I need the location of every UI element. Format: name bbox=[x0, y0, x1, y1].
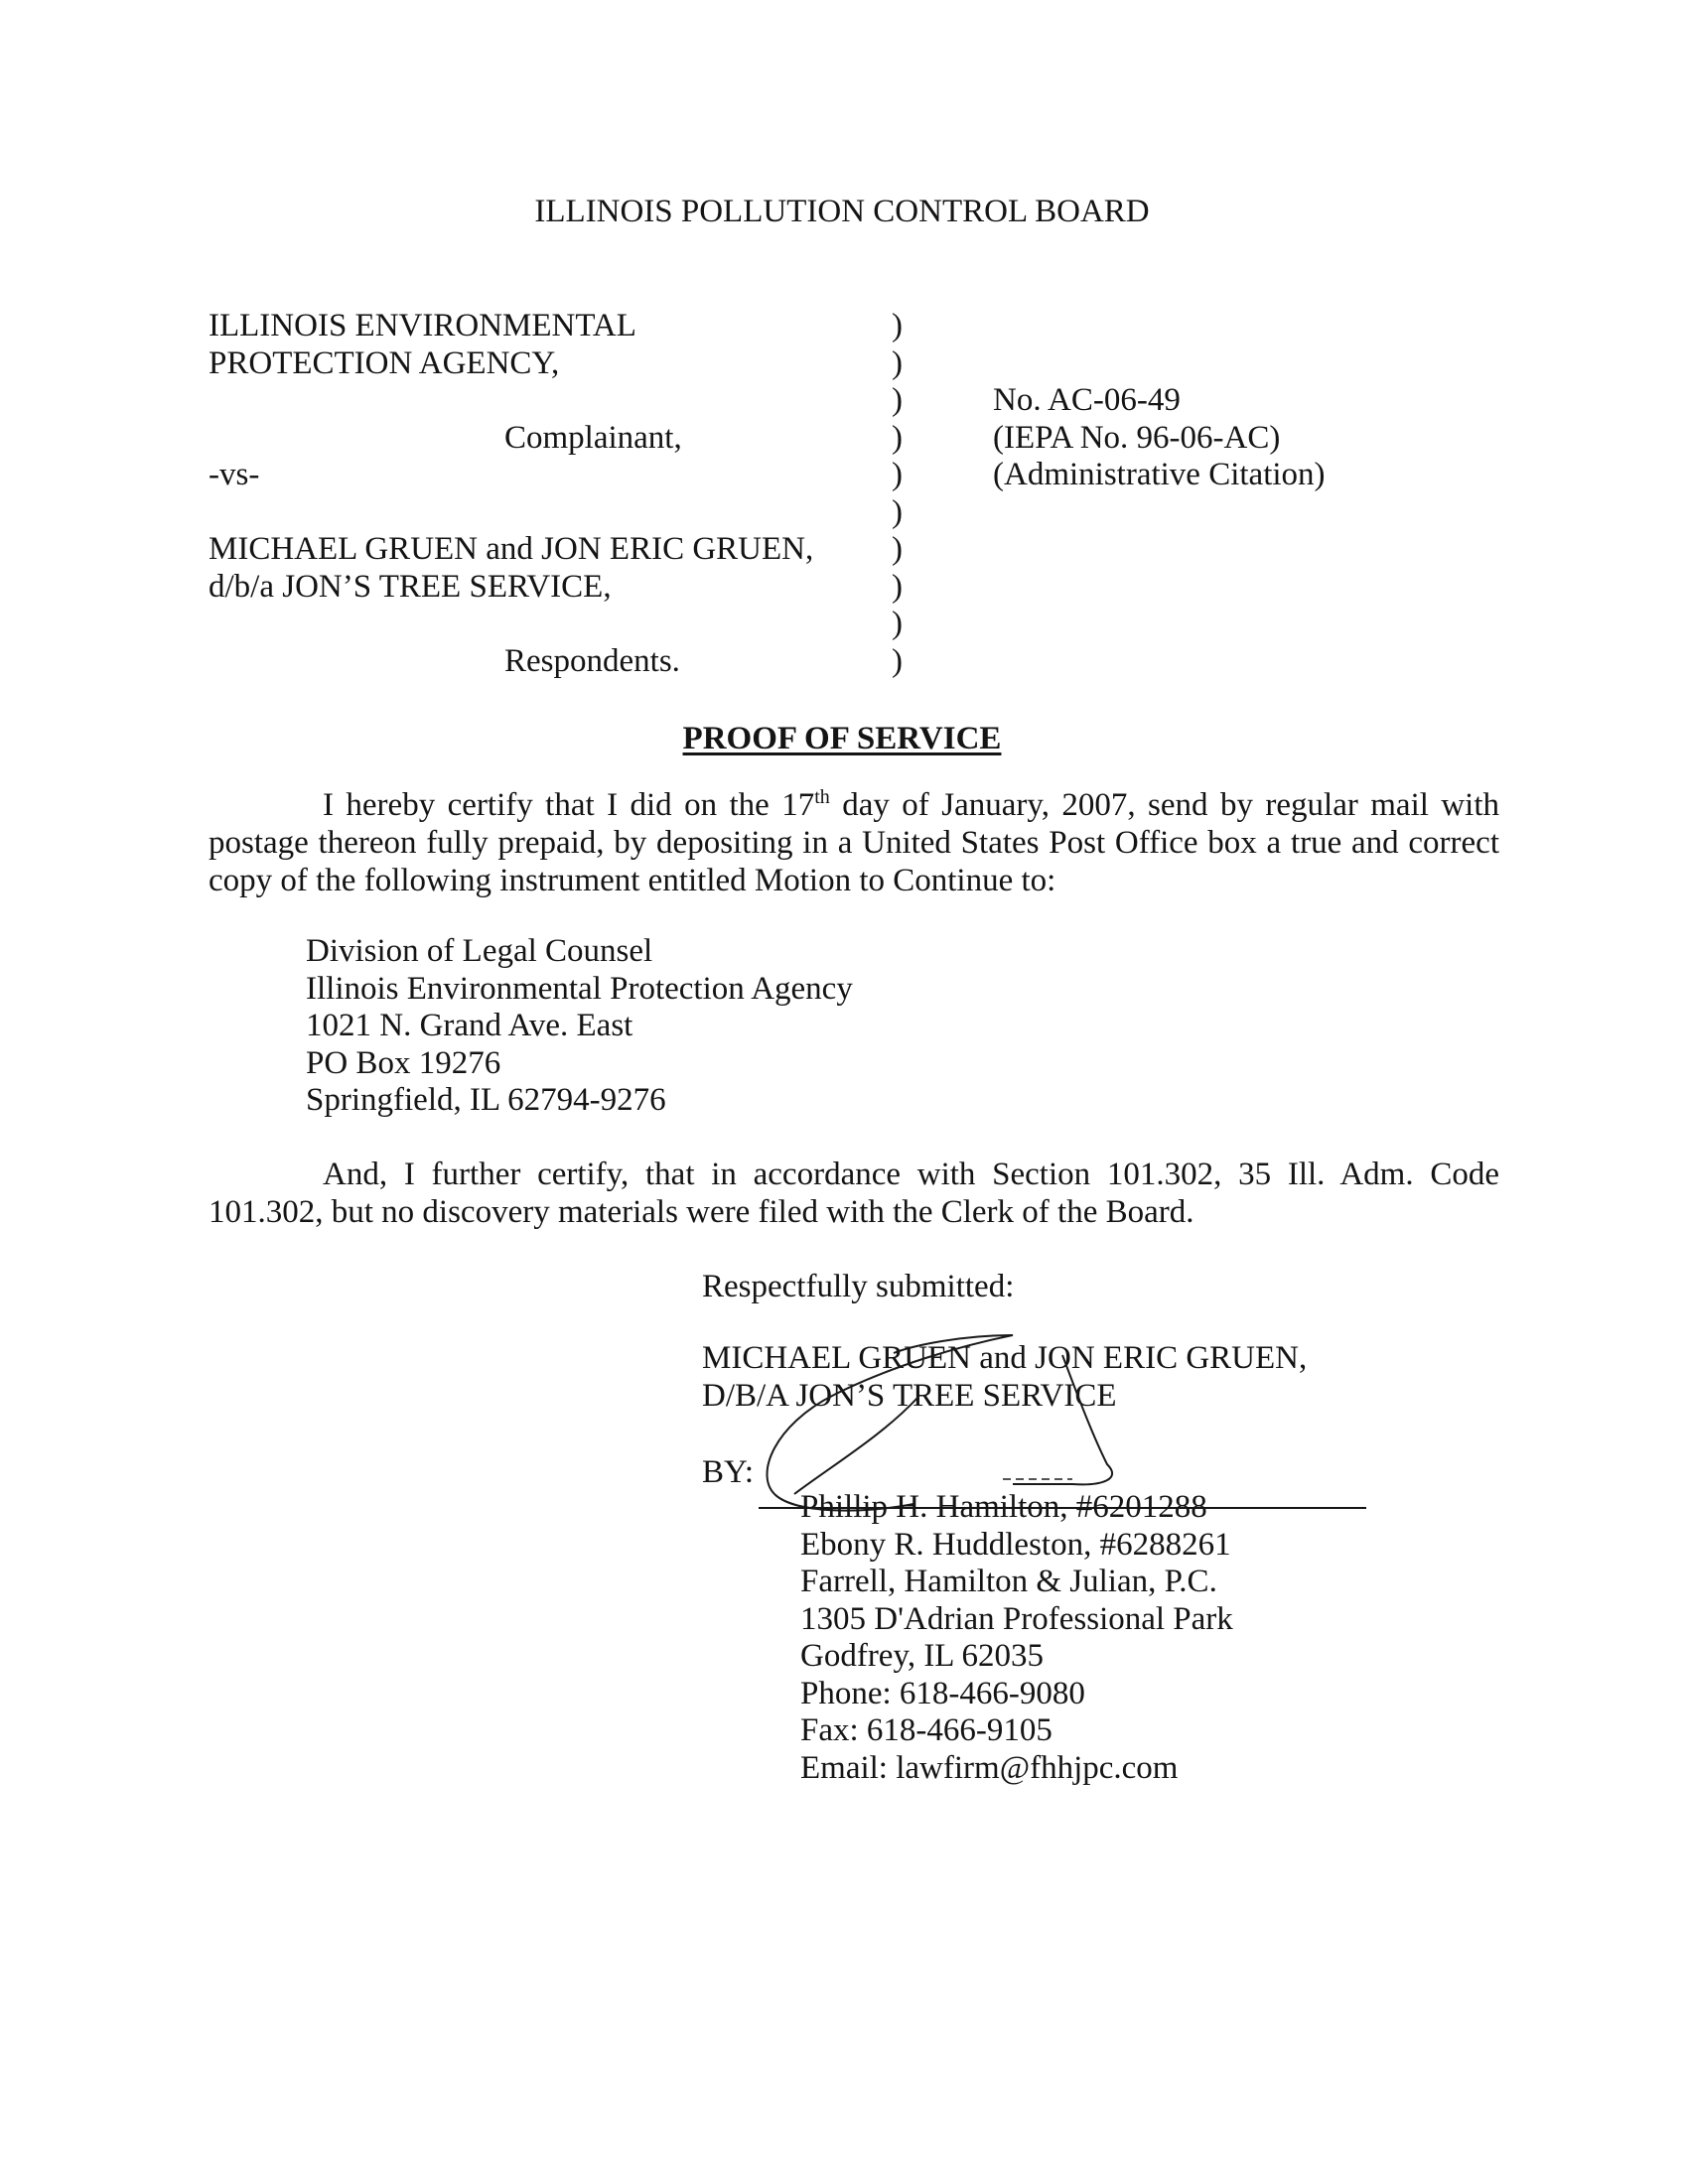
service-address bbox=[306, 933, 853, 1120]
paren: ) bbox=[892, 308, 903, 343]
paren: ) bbox=[892, 642, 903, 679]
attorney-line: Fax: 618-466-9105 bbox=[800, 1712, 1052, 1748]
caption-parentheses bbox=[892, 308, 903, 680]
respondent-name-line1: MICHAEL GRUEN and JON ERIC GRUEN, bbox=[209, 531, 814, 567]
case-number: No. AC-06-49 bbox=[993, 382, 1181, 418]
certify-line-2: postage thereon fully prepaid, by depositing in a United States Post Office box a true and correct bbox=[209, 825, 1499, 861]
complainant-name-line1: ILLINOIS ENVIRONMENTAL bbox=[209, 308, 636, 343]
respondent-name-line2: d/b/a JON’S TREE SERVICE, bbox=[209, 568, 612, 605]
case-info bbox=[993, 382, 1326, 494]
attorney-line: Phone: 618-466-9080 bbox=[800, 1675, 1085, 1711]
certify-line-3: copy of the following instrument entitled Motion to Continue to: bbox=[209, 863, 1056, 898]
attorney-block bbox=[800, 1489, 1233, 1787]
attorney-line: Godfrey, IL 62035 bbox=[800, 1638, 1044, 1674]
certify-line-1: I hereby certify that I did on the 17th day of January, 2007, send by regular mail with bbox=[323, 786, 1500, 823]
board-heading: ILLINOIS POLLUTION CONTROL BOARD bbox=[534, 194, 1150, 229]
further-line-1: And, I further certify, that in accordance with Section 101.302, 35 Ill. Adm. Code bbox=[323, 1157, 1499, 1192]
respondent-role: Respondents. bbox=[504, 642, 680, 679]
closing-text: Respectfully submitted: bbox=[702, 1269, 1015, 1304]
address-line: Springfield, IL 62794-9276 bbox=[306, 1082, 666, 1118]
address-line: Division of Legal Counsel bbox=[306, 933, 653, 969]
attorney-line: Phillip H. Hamilton, #6201288 bbox=[800, 1489, 1207, 1525]
paren: ) bbox=[892, 568, 903, 605]
attorney-line: Farrell, Hamilton & Julian, P.C. bbox=[800, 1564, 1217, 1599]
address-line: Illinois Environmental Protection Agency bbox=[306, 970, 853, 1007]
certify-paragraph bbox=[209, 786, 1499, 899]
address-line: 1021 N. Grand Ave. East bbox=[306, 1008, 633, 1043]
signatory-line-2: D/B/A JON’S TREE SERVICE bbox=[702, 1377, 1117, 1414]
attorney-line: Ebony R. Huddleston, #6288261 bbox=[800, 1526, 1231, 1563]
complainant-name-line2: PROTECTION AGENCY, bbox=[209, 344, 560, 381]
paren: ) bbox=[892, 457, 903, 492]
signatory-line-1: MICHAEL GRUEN and JON ERIC GRUEN, bbox=[702, 1340, 1308, 1376]
attorney-line: Email: lawfirm@fhhjpc.com bbox=[800, 1749, 1179, 1786]
versus-label: -vs- bbox=[209, 457, 260, 492]
paren: ) bbox=[892, 606, 903, 641]
further-certify-paragraph bbox=[209, 1156, 1499, 1231]
paren: ) bbox=[892, 344, 903, 381]
citation-type: (Administrative Citation) bbox=[993, 457, 1326, 492]
paren: ) bbox=[892, 382, 903, 418]
paren: ) bbox=[892, 531, 903, 567]
complainant-role: Complainant, bbox=[504, 419, 682, 456]
attorney-line: 1305 D'Adrian Professional Park bbox=[800, 1600, 1233, 1637]
address-line: PO Box 19276 bbox=[306, 1044, 501, 1081]
caption-left bbox=[209, 308, 834, 680]
further-line-2: 101.302, but no discovery materials were filed with the Clerk of the Board. bbox=[209, 1194, 1194, 1230]
paren: ) bbox=[892, 493, 903, 530]
by-label: BY: bbox=[702, 1454, 754, 1490]
iepa-number: (IEPA No. 96-06-AC) bbox=[993, 419, 1281, 456]
proof-of-service-title: PROOF OF SERVICE bbox=[682, 721, 1002, 756]
paren: ) bbox=[892, 419, 903, 456]
